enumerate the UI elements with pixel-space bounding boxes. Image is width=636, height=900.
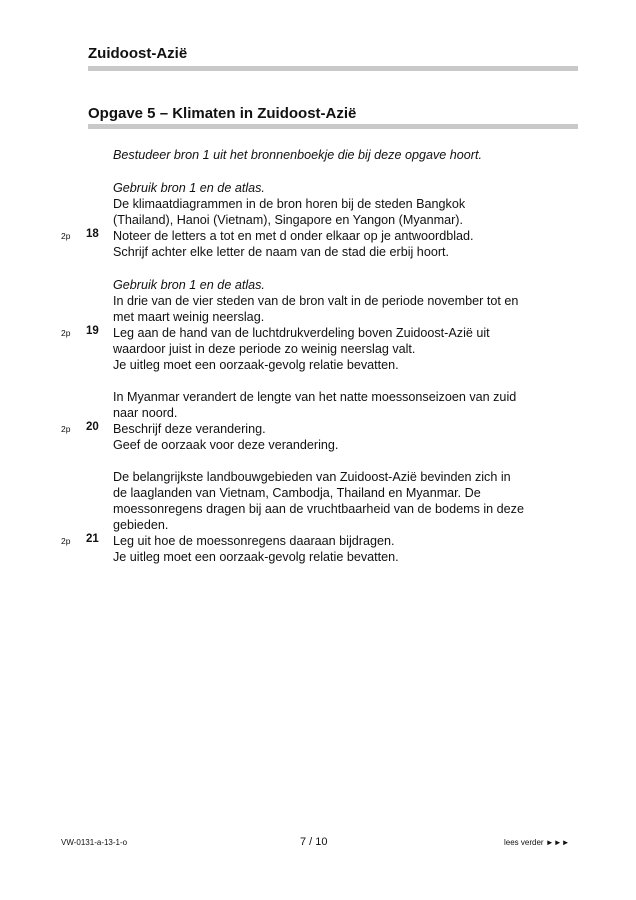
q21-line: Leg uit hoe de moessonregens daaraan bijdragen. [113, 534, 395, 548]
q21-line: Je uitleg moet een oorzaak-gevolg relatie bevatten. [113, 550, 399, 564]
q19-line: Je uitleg moet een oorzaak-gevolg relatie bevatten. [113, 358, 399, 372]
q20-line: naar noord. [113, 406, 178, 420]
q18-line: De klimaatdiagrammen in de bron horen bij de steden Bangkok [113, 197, 466, 211]
q20-line: Beschrijf deze verandering. [113, 422, 266, 436]
header-rule [88, 66, 578, 71]
q19-line: In drie van de vier steden van de bron valt in de periode november tot en [113, 294, 519, 308]
q20-line: Geef de oorzaak voor deze verandering. [113, 438, 339, 452]
opgave-rule [88, 124, 578, 129]
q21-line: moessonregens dragen bij aan de vruchtbaarheid van de bodems in deze [113, 502, 524, 516]
q20-number: 20 [86, 421, 99, 433]
footer-code: VW-0131-a-13-1-o [61, 838, 128, 847]
q20-line: In Myanmar verandert de lengte van het natte moessonseizoen van zuid [113, 390, 517, 404]
intro-text: Bestudeer bron 1 uit het bronnenboekje die bij deze opgave hoort. [113, 148, 482, 162]
page-number: 7 / 10 [300, 836, 328, 848]
q21-line: gebieden. [113, 518, 169, 532]
q18-instruction: Gebruik bron 1 en de atlas. [113, 181, 265, 195]
q18-number: 18 [86, 228, 99, 240]
q19-points: 2p [61, 328, 71, 338]
section-title: Zuidoost-Azië [88, 45, 188, 62]
q18-line: Schrijf achter elke letter de naam van de stad die erbij hoort. [113, 245, 450, 259]
next-page-indicator: lees verder ►►► [504, 838, 570, 847]
q18-line: (Thailand), Hanoi (Vietnam), Singapore en Yangon (Myanmar). [113, 213, 464, 227]
q20-points: 2p [61, 424, 71, 434]
q21-number: 21 [86, 533, 99, 545]
q19-line: Leg aan de hand van de luchtdrukverdeling boven Zuidoost-Azië uit [113, 326, 490, 340]
q21-line: de laaglanden van Vietnam, Cambodja, Thailand en Myanmar. De [113, 486, 481, 500]
q19-instruction: Gebruik bron 1 en de atlas. [113, 278, 265, 292]
q18-line: Noteer de letters a tot en met d onder elkaar op je antwoordblad. [113, 229, 474, 243]
q21-line: De belangrijkste landbouwgebieden van Zuidoost-Azië bevinden zich in [113, 470, 511, 484]
q19-number: 19 [86, 325, 99, 337]
q18-points: 2p [61, 231, 71, 241]
opgave-title: Opgave 5 – Klimaten in Zuidoost-Azië [88, 105, 357, 122]
q21-points: 2p [61, 536, 71, 546]
q19-line: met maart weinig neerslag. [113, 310, 265, 324]
q19-line: waardoor juist in deze periode zo weinig neerslag valt. [113, 342, 416, 356]
